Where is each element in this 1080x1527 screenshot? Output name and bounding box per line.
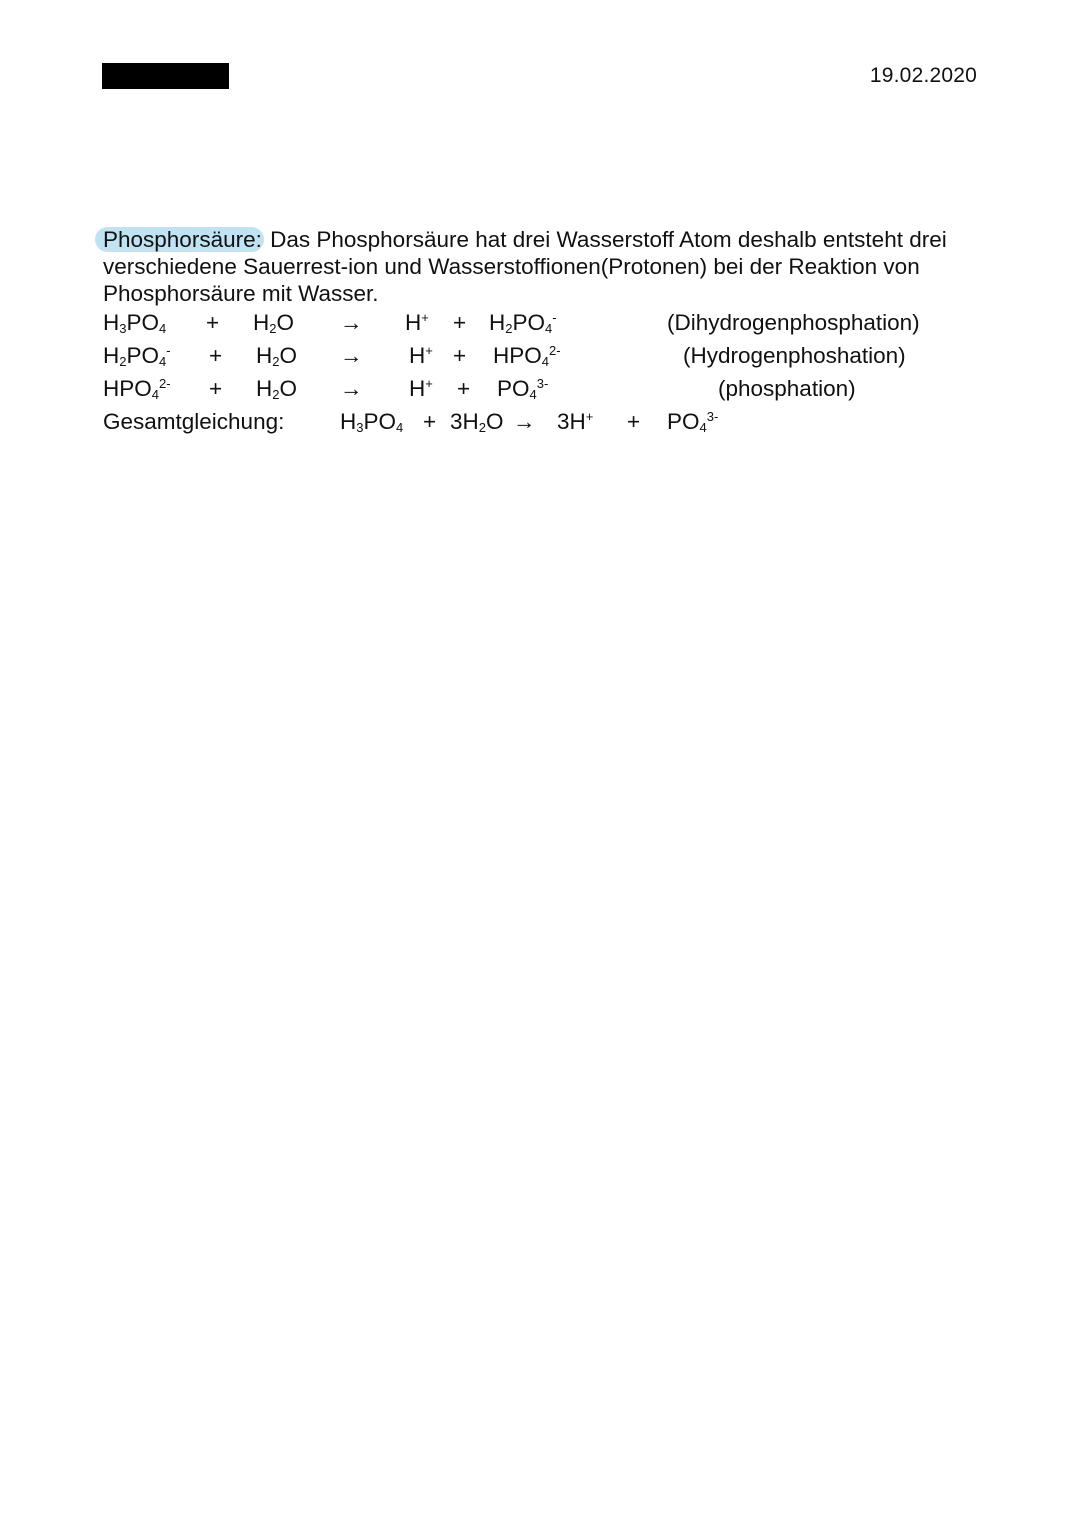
eq1-plus-1: + (206, 310, 220, 335)
eq1-plus-2: + (453, 310, 467, 335)
eq2-ion-name: (Hydrogenphoshation) (683, 343, 906, 368)
total-product-2: $PO_4^{3-}$ (667, 409, 719, 435)
eq1-reactant-2: $H_2O$ (253, 310, 294, 336)
eq3-product-1: H+ (409, 376, 433, 401)
eq1-product-2: $H_2PO_4^-$ (489, 310, 557, 336)
highlighted-term: Phosphorsäure: (95, 227, 264, 252)
equation-row-1 (0, 310, 1080, 340)
eq2-plus-2: + (453, 343, 467, 368)
eq3-plus-2: + (457, 376, 471, 401)
intro-paragraph (103, 226, 983, 307)
document-date: 19.02.2020 (869, 64, 977, 87)
eq3-arrow: → (340, 376, 363, 401)
eq1-product-1: H+ (405, 310, 429, 335)
eq3-ion-name: (phosphation) (718, 376, 856, 401)
intro-text: Das Phosphorsäure hat drei Wasserstoff Atom deshalb entsteht drei verschiedene Sauerrest-ion und Wasserstoffionen(Protonen) bei der Reaktion von Phosphorsäure mit Wasser. (103, 227, 947, 306)
total-label: Gesamtgleichung: (103, 409, 285, 434)
eq1-arrow: → (340, 310, 363, 335)
eq2-product-1: H+ (409, 343, 433, 368)
total-plus-2: + (627, 409, 641, 434)
eq1-reactant-1: $H_3PO_4$ (103, 310, 167, 336)
eq2-plus-1: + (209, 343, 223, 368)
redacted-name-block (102, 63, 229, 89)
eq3-product-2: $PO_4^{3-}$ (497, 376, 549, 402)
eq2-reactant-1: $H_2PO_4^-$ (103, 343, 171, 369)
eq2-reactant-2: $H_2O$ (256, 343, 297, 369)
equation-row-2 (0, 343, 1080, 373)
total-arrow: → (513, 409, 536, 434)
eq2-product-2: $HPO_4^{2-}$ (493, 343, 561, 369)
eq3-reactant-1: $HPO_4^{2-}$ (103, 376, 171, 402)
total-plus-1: + (423, 409, 437, 434)
total-equation-row (0, 409, 1080, 439)
eq1-ion-name: (Dihydrogenphosphation) (667, 310, 920, 335)
eq3-plus-1: + (209, 376, 223, 401)
total-reactant-2: $3H_2O$ (450, 409, 504, 435)
total-product-1: 3H+ (557, 409, 594, 434)
equation-row-3 (0, 376, 1080, 406)
total-reactant-1: $H_3PO_4$ (340, 409, 404, 435)
eq3-reactant-2: $H_2O$ (256, 376, 297, 402)
eq2-arrow: → (340, 343, 363, 368)
